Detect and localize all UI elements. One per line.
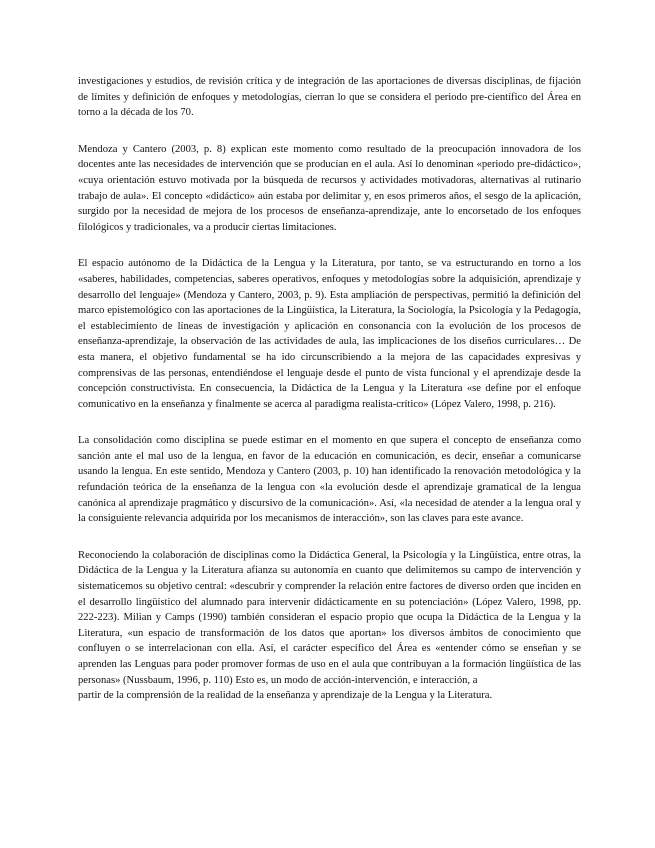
paragraph-5: Reconociendo la colaboración de disciplinas como la Didáctica General, la Psicología y la Lingüística, entre otras, la Didáctica de la Lengua y la Literatura afianza su autonomía en cuanto que delimitemos su campo de intervención y sistematicemos su objetivo central: «descubrir y comprender la relación entre factores de diverso orden que inciden en el desarrollo lingüístico del alumnado para intervenir didácticamente en su potenciación» (López Valero, 1998, pp. 222-223). Milian y Camps (1990) también consideran el espacio propio que ocupa la Didáctica de la Lengua y la Literatura, «un espacio de transformación de los datos que aportan» los diversos ámbitos de conocimiento que confluyen o se interrelacionan con ella. Así, el carácter específico del Área es «entender cómo se enseñan y se aprenden las Lenguas para poder promover formas de uso en el aula que contribuyan a la formación lingüística de las personas» (Nussbaum, 1996, p. 110) Esto es, un modo de acción-intervención, e interacción, a [78, 549, 581, 686]
paragraph-1: investigaciones y estudios, de revisión crítica y de integración de las aportaciones de diversas disciplinas, de fijación de límites y definición de enfoques y metodologías, cierran lo que se considera el periodo pre-científico del Área en torno a la década de los 70. [78, 76, 581, 119]
paragraph-3: El espacio autónomo de la Didáctica de la Lengua y la Literatura, por tanto, se va estructurando en torno a los «saberes, habilidades, competencias, saberes operativos, enfoques y metodologías sobre la adquisición, aprendizaje y desarrollo del lenguaje» (Mendoza y Cantero, 2003, p. 9). Esta ampliación de perspectivas, permitió la definición del marco epistemológico con las aportaciones de la Lingüística, la Literatura, la Sociología, la Psicología y la Pedagogía, el establecimiento de líneas de investigación y aplicación en consonancia con la evolución de los procesos de enseñanza-aprendizaje, la observación de las actividades de aula, las implicaciones de los diseños curriculares… De esta manera, el objetivo fundamental se ha ido circunscribiendo a la mejora de las capacidades expresivas y comprensivas de las personas, entendiéndose el lenguaje desde el punto de vista funcional y el aprendizaje desde la concepción constructivista. En consecuencia, la Didáctica de la Lengua y la Literatura «se define por el enfoque comunicativo en la enseñanza y finalmente se acerca al paradigma realista-crítico» (López Valero, 1998, p. 216). [78, 258, 581, 410]
paragraph-4: La consolidación como disciplina se puede estimar en el momento en que supera el concepto de enseñanza como sanción ante el mal uso de la lengua, en favor de la educación en comunicación, es decir, enseñar a comunicarse usando la lengua. En este sentido, Mendoza y Cantero (2003, p. 10) han identificado la renovación metodológica y la refundación teórica de la enseñanza de la lengua con «la evolución desde el aprendizaje gramatical de la lengua canónica al aprendizaje pragmático y discursivo de la comunicación». Así, «la necesidad de atender a la lengua oral y la consiguiente relevancia adquirida por los mecanismos de interacción», son las claves para este avance. [78, 435, 581, 525]
paragraph-5-final-line: partir de la comprensión de la realidad de la enseñanza y aprendizaje de la Lengua y la Literatura. [78, 690, 493, 702]
paragraph-2: Mendoza y Cantero (2003, p. 8) explican este momento como resultado de la preocupación innovadora de los docentes ante las necesidades de intervención que se producían en el aula. Así lo denominan «periodo pre-didáctico», «cuya orientación estuvo motivada por la búsqueda de recursos y actividades motivadoras, alternativas al rutinario trabajo de aula». El concepto «didáctico» aún estaba por delimitar y, en esos primeros años, el sesgo de la aplicación, surgido por la necesidad de mejora de los procesos de enseñanza-aprendizaje, ante lo encorsetado de los enfoques filológicos y tradicionales, va a producir ciertas limitaciones. [78, 143, 581, 233]
document-body [78, 74, 581, 704]
